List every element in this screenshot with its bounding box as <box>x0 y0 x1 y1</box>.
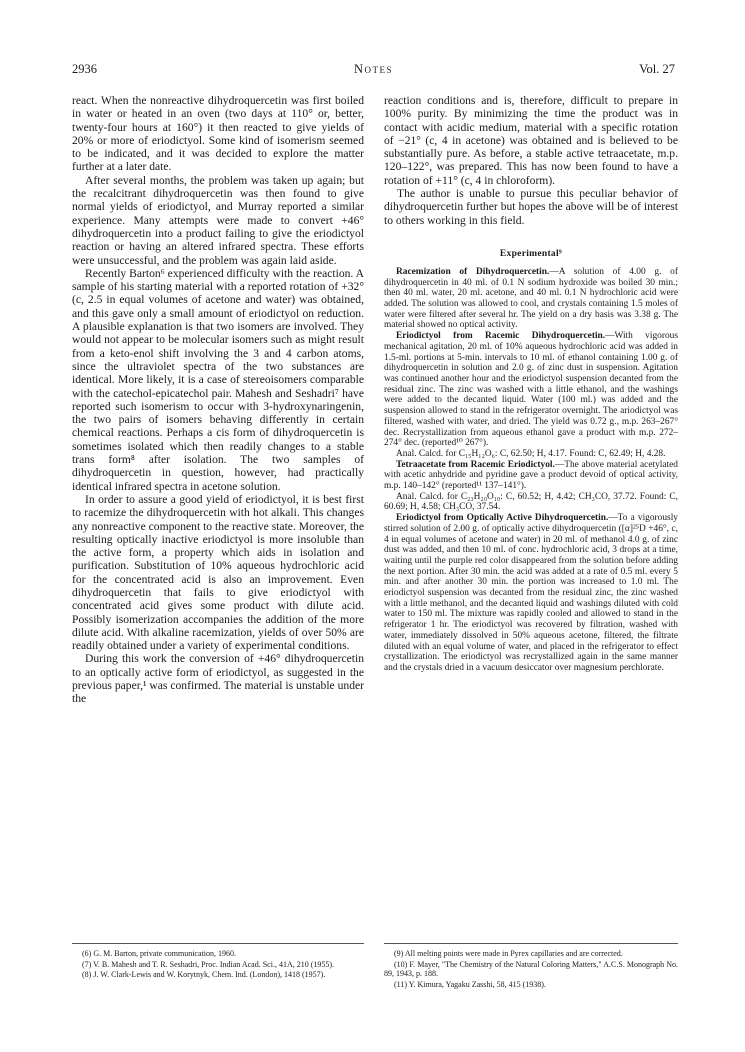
run-in-heading: Eriodictyol from Racemic Dihydroquercetin. <box>396 331 606 342</box>
footnote: (7) V. B. Mahesh and T. R. Seshadri, Proc. Indian Acad. Sci., 41A, 210 (1955). <box>82 959 335 969</box>
experimental-paragraph <box>384 331 678 449</box>
body-paragraph: react. When the nonreactive dihydroquercetin was first boiled in water or heated in an oven (two days at 110° or, better, twenty-four hours at 160°) it then reacted to give yields of 20% or more of eriodictyol. Some kind of isomerism seemed to be indicated, and it was decided to explore the matter further at a later date. <box>72 94 364 174</box>
footnote: (10) F. Mayer, "The Chemistry of the Natural Coloring Matters," A.C.S. Monograph No. 89, 1943, p. 188. <box>384 959 678 979</box>
left-column <box>72 94 364 706</box>
footnote-rule <box>384 943 678 944</box>
footnote: (9) All melting points were made in Pyrex capillaries and are corrected. <box>394 949 623 958</box>
run-in-heading: Eriodictyol from Optically Active Dihydroquercetin. <box>396 513 609 524</box>
page-number: 2936 <box>72 62 97 76</box>
body-paragraph: In order to assure a good yield of eriodictyol, it is best first to racemize the dihydroquercetin with hot alkali. This changes any nonreactive component to the reactive state. Moreover, the resulting optically inactive eriodictyol is more insoluble than the active form, a property which aids in isolation and purification. Substitution of 10% aqueous hydrochloric acid for the concentrated acid is also an improvement. Even dihydroquercetin that fails to give eriodictyol with concentrated acid gives some product with dilute acid. Possibly isomerization accompanies the addition of the more dilute acid. With alkaline racemization, yields of over 50% are readily obtained under a variety of experimental conditions. <box>72 492 364 653</box>
volume-label: Vol. 27 <box>639 62 675 76</box>
running-title: Notes <box>353 62 394 76</box>
body-paragraph: After several months, the problem was taken up again; but the recalcitrant dihydroquercetin was then found to give normal yields of eriodictyol, and Murray reported a similar experience. Many attempts were made to convert +46° dihydroquercetin into a product failing to give the eriodictyol reaction or having an altered infrared spectra. These efforts were unsuccessful, and the problem was again laid aside. <box>72 173 364 267</box>
footnote: (11) Y. Kimura, Yagaku Zasshi, 58, 415 (1938). <box>394 979 546 989</box>
experimental-paragraph <box>384 267 678 331</box>
footnotes-left <box>72 949 364 981</box>
body-paragraph: reaction conditions and is, therefore, difficult to prepare in 100% purity. By minimizing the time the product was in contact with acidic medium, material with a specific rotation of −21° (c, 4 in acetone) was obtained and is believed to be substantially pure. As before, a stable active tetraacetate, m.p. 120–122°, was prepared. This has now been found to have a rotation of +11° (c, 4 in chloroform). <box>384 94 678 187</box>
body-paragraph: The author is unable to pursue this peculiar behavior of dihydroquercetin further but hopes the above will be of interest to others working in this field. <box>384 187 678 227</box>
paragraph-text: —With vigorous mechanical agitation, 20 ml. of 10% aqueous hydrochloric acid was added in 1.5-ml. portions at 5-min. intervals to 10 ml. of ethanol containing 1.00 g. of dihydroquercetin in solution and 2.0 g. of zinc dust in suspension. Agitation was continued another hour and the eriodictyol suspension decanted from the residual zinc. The zinc was washed with a little ethanol, and the washings were added to the decanted liquid. Water (100 ml.) was added and the suspension allowed to stand in the refrigerator overnight. The ariodictyol was filtered, washed with water, and dried. The yield was 0.72 g., m.p. 263–267° dec. Recrystallization from aqueous ethanol gave a product with m.p. 272–274° dec. (reported¹⁰ 267°). <box>384 331 678 449</box>
paragraph-text: Anal. Calcd. for C₂₃H₂₀O₁₀: C, 60.52; H, 4.42; CH₃CO, 37.72. Found: C, 60.69; H, 4.58; CH₃CO, 37.54. <box>384 491 678 513</box>
experimental-heading: Experimental⁹ <box>499 248 563 259</box>
experimental-paragraph <box>384 513 678 674</box>
footnote-rule <box>72 943 364 944</box>
page-header <box>72 62 675 80</box>
footnote: (6) G. M. Barton, private communication, 1960. <box>82 949 236 958</box>
paragraph-text: —The above material acetylated with acetic anhydride and pyridine gave a product devoid of optical activity, m.p. 140–142° (reported¹¹ 137–141°). <box>384 459 678 492</box>
analysis-paragraph <box>384 449 678 460</box>
paragraph-text: —To a vigorously stirred solution of 2.00 g. of optically active dihydroquercetin ([α]²⁵D +46°, c, 4 in equal volumes of acetone and water) in 20 ml. of methanol 4.0 g. of zinc dust was added, and then 10 ml. of conc. hydrochloric acid, 3 drops at a time, waiting until the purple red color disappeared from the solution before adding the next portion. After 30 min. the acid was added at a rate of 0.5 ml. every 5 min. and after another 30 min. the portion was increased to 1.0 ml. The eriodictyol suspension was decanted from the residual zinc, the zinc washed with a little methanol, and the decanted liquid and washings diluted with cold water to 150 ml. The mixture was rapidly cooled and allowed to stand in the refrigerator 1 hr. The eriodictyol was recovered by filtration, washed with water, immediately dissolved in 50% aqueous acetone, filtered, the filtrate diluted with an equal volume of water, and placed in the refrigerator to effect crystallization. The eriodictyol was recrystallized again in the same manner and the crystals dried in a vacuum desiccator over magnesium perchlorate. <box>384 513 678 673</box>
paragraph-text: Anal. Calcd. for C₁₅H₁₂O₆: C, 62.50; H, 4.17. Found: C, 62.49; H, 4.28. <box>396 448 666 459</box>
analysis-paragraph <box>384 492 678 513</box>
experimental-paragraph <box>384 460 678 492</box>
paragraph-text: —A solution of 4.00 g. of dihydroquercetin in 40 ml. of 0.1 N sodium hydroxide was boiled 30 min.; then 40 ml. water, 20 ml. acetone, and 40 ml. 0.1 N hydrochloric acid were added. The solution was allowed to cool, and crystals containing 1.5 moles of water were filtered after several hr. The yield on a dry basis was 3.38 g. The material showed no optical activity. <box>384 266 678 331</box>
body-paragraph: Recently Barton⁶ experienced difficulty with the reaction. A sample of his starting material with a reported rotation of +32° (c, 2.5 in equal volumes of acetone and water) was obtained, and this gave only a small amount of eriodictyol on reduction. A plausible explanation is that two isomers are involved. They would not appear to be molecular isomers such as might result from a keto-enol shift involving the 3 and 4 carbon atoms, since the ultraviolet spectra of the two substances are identical. More likely, it is a case of stereoisomers comparable with the catechol-epicatechol pair. Mahesh and Seshadri⁷ have reported such isomerism to occur with 3-hydroxynaringenin, the two pairs of isomers behaving differently in certain chemical reactions. Perhaps a cis form of dihydroquercetin is sometimes isolated which then readily changes to a stable trans form⁸ after isolation. The two samples of dihydroquercetin in question, however, had practically identical infrared spectra in acetone solution. <box>72 266 364 493</box>
footnotes-right <box>384 949 678 990</box>
body-paragraph: During this work the conversion of +46° dihydroquercetin to an optically active form of eriodictyol, as suggested in the previous paper,¹ was confirmed. The material is unstable under the <box>72 652 364 706</box>
run-in-heading: Racemization of Dihydroquercetin. <box>396 266 550 277</box>
right-column <box>384 94 678 674</box>
run-in-heading: Tetraacetate from Racemic Eriodictyol. <box>396 459 555 470</box>
footnote: (8) J. W. Clark-Lewis and W. Korytnyk, Chem. Ind. (London), 1418 (1957). <box>82 970 326 980</box>
